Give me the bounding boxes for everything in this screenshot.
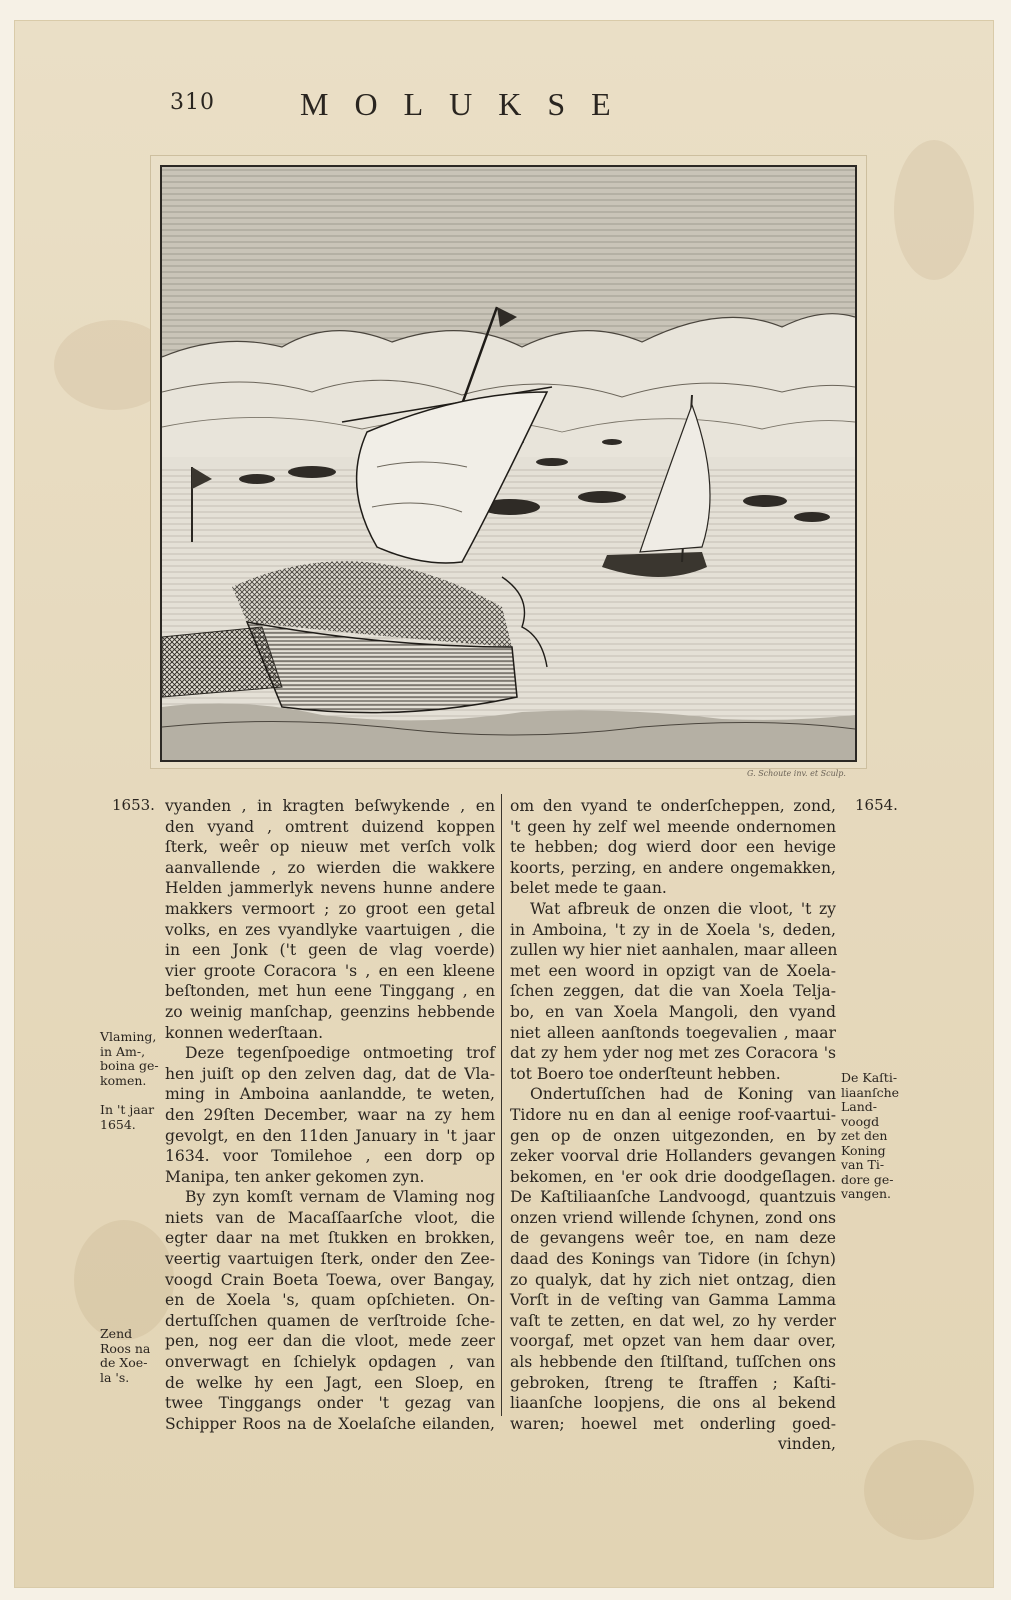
text-line: gebroken, ſtreng te ſtraffen ; Kaſti- <box>510 1373 836 1392</box>
margin-note-year: In 't jaar 1654. <box>100 1102 155 1132</box>
text-line: onzen vriend willende ſchynen, zond ons <box>510 1208 836 1227</box>
margin-note-vlaming: Vlaming, in Am-, boina ge- komen. <box>100 1029 159 1088</box>
text-line: onverwagt en ſchielyk opdagen , van <box>165 1353 495 1372</box>
text-line: ſchen zeggen, dat die van Xoela Telja- <box>510 982 836 1001</box>
text-line: ming in Amboina aanlandde, te weten, <box>165 1085 495 1104</box>
column-rule <box>501 794 502 1416</box>
text-column-left <box>165 796 495 1434</box>
text-line: Ondertuſſchen had de Koning van <box>530 1085 836 1104</box>
text-line: vaſt te zetten, en dat wel, zo hy verder <box>510 1311 836 1330</box>
text-line: waren; hoewel met onderling goed- <box>510 1414 836 1433</box>
text-line: Deze tegenſpoedige ontmoeting trof <box>185 1044 495 1063</box>
text-line: egter daar na met ſtukken en brokken, <box>165 1229 495 1248</box>
text-line: beſtonden, met hun eene Tinggang , en <box>165 982 495 1001</box>
text-line: By zyn komſt vernam de Vlaming nog <box>185 1188 495 1207</box>
text-line: zo weinig manſchap, geenzins hebbende <box>165 1002 495 1021</box>
text-line: veertig vaartuigen ſterk, onder den Zee- <box>165 1250 495 1269</box>
text-line: de gevangens weêr toe, en nam deze <box>510 1229 836 1248</box>
text-line: Helden jammerlyk nevens hunne andere <box>165 879 495 898</box>
text-line: 't geen hy zelf wel meende ondernomen <box>510 817 836 836</box>
year-note-left: 1653. <box>112 796 155 814</box>
text-line: Manipa, ten anker gekomen zyn. <box>165 1167 425 1186</box>
text-line: Vorſt in de veſting van Gamma Lamma <box>510 1291 836 1310</box>
text-line: den 29ſten December, waar na zy hem <box>165 1105 495 1124</box>
text-line: bekomen, en 'er ook drie doodgeſlagen. <box>510 1167 836 1186</box>
text-line: hen juiſt op den zelven dag, dat de Vla- <box>165 1064 495 1083</box>
text-line: Wat afbreuk de onzen die vloot, 't zy <box>530 899 836 918</box>
text-column-right <box>510 796 836 1455</box>
year-note-right: 1654. <box>855 796 898 814</box>
text-line: Tidore nu en dan al eenige roof-vaartui- <box>510 1105 836 1124</box>
text-line: niets van de Macaſſaarſche vloot, die <box>165 1208 495 1227</box>
text-line: vier groote Coracora 's , en een kleene <box>165 961 495 980</box>
text-line: gen op de onzen uitgezonden, en by <box>510 1126 836 1145</box>
text-line: dertuſſchen quamen de verſtroide ſche- <box>165 1311 495 1330</box>
text-line: koorts, perzing, en andere ongemakken, <box>510 858 836 877</box>
engraving-illustration <box>160 165 857 762</box>
text-line: voogd Crain Boeta Toewa, over Bangay, <box>165 1270 495 1289</box>
text-line: den vyand , omtrent duizend koppen <box>165 817 495 836</box>
text-line: te hebben; dog wierd door een hevige <box>510 838 836 857</box>
text-line: 1634. voor Tomilehoe , een dorp op <box>165 1147 495 1166</box>
text-line: volks, en zes vyandlyke vaartuigen , die <box>165 920 495 939</box>
text-line: belet mede te gaan. <box>510 879 667 898</box>
text-line: liaanſche loopjens, die ons al bekend <box>510 1394 836 1413</box>
text-line: de welke hy een Jagt, een Sloep, en <box>165 1373 495 1392</box>
text-line: ſterk, weêr op nieuw met verſch volk <box>165 838 495 857</box>
text-line: dat zy hem yder nog met zes Coracora 's <box>510 1044 836 1063</box>
text-line: konnen wederſtaan. <box>165 1023 324 1042</box>
text-line: bo, en van Xoela Mangoli, den vyand <box>510 1002 836 1021</box>
text-line: zullen wy hier niet aanhalen, maar alleen <box>510 941 838 960</box>
text-line: vyanden , in kragten beſwykende , en <box>165 797 495 815</box>
text-line: gevolgt, en den 11den January in 't jaar <box>165 1126 495 1145</box>
text-line: makkers vermoort ; zo groot een getal <box>165 899 495 918</box>
text-line: zo qualyk, dat hy zich niet ontzag, dien <box>510 1270 836 1289</box>
margin-note-zend-roos: Zend Roos na de Xoe- la 's. <box>100 1326 151 1385</box>
text-line: twee Tinggangs onder 't gezag van <box>165 1394 495 1413</box>
text-line: om den vyand te onderſcheppen, zond, <box>510 797 836 815</box>
running-title: MOLUKSE <box>300 86 637 122</box>
text-line: tot Boero toe onderſteunt hebben. <box>510 1064 781 1083</box>
text-line: voorgaf, met opzet van hem daar over, <box>510 1332 836 1351</box>
catchword: vinden, <box>777 1435 836 1454</box>
text-line: Schipper Roos na de Xoelaſche eilanden, <box>165 1414 495 1433</box>
text-line: als hebbende den ſtilſtand, tuſſchen ons <box>510 1353 836 1372</box>
text-line: De Kaſtiliaanſche Landvoogd, quantzuis <box>510 1188 836 1207</box>
text-line: aanvallende , zo wierden die wakkere <box>165 858 495 877</box>
text-line: daad des Konings van Tidore (in ſchyn) <box>510 1250 836 1269</box>
text-line: in Amboina, 't zy in de Xoela 's, deden, <box>510 920 836 939</box>
engraver-credit: G. Schoute inv. et Sculp. <box>747 769 846 778</box>
text-line: pen, nog eer dan die vloot, mede zeer <box>165 1332 495 1351</box>
page-header <box>0 86 1011 126</box>
text-line: zeker voorval drie Hollanders gevangen <box>510 1147 836 1166</box>
text-line: in een Jonk ('t geen de vlag voerde) <box>165 941 495 960</box>
margin-note-kastiliaansche: De Kaſti- liaanſche Land- voogd zet den Koning van Ti- dore ge- vangen. <box>841 1070 900 1201</box>
text-line: niet alleen aanſtonds toegevalien , maar <box>510 1023 836 1042</box>
text-line: met een woord in opzigt van de Xoela- <box>510 961 836 980</box>
text-line: en de Xoela 's, quam opſchieten. On- <box>165 1291 495 1310</box>
page-number: 310 <box>170 90 215 115</box>
